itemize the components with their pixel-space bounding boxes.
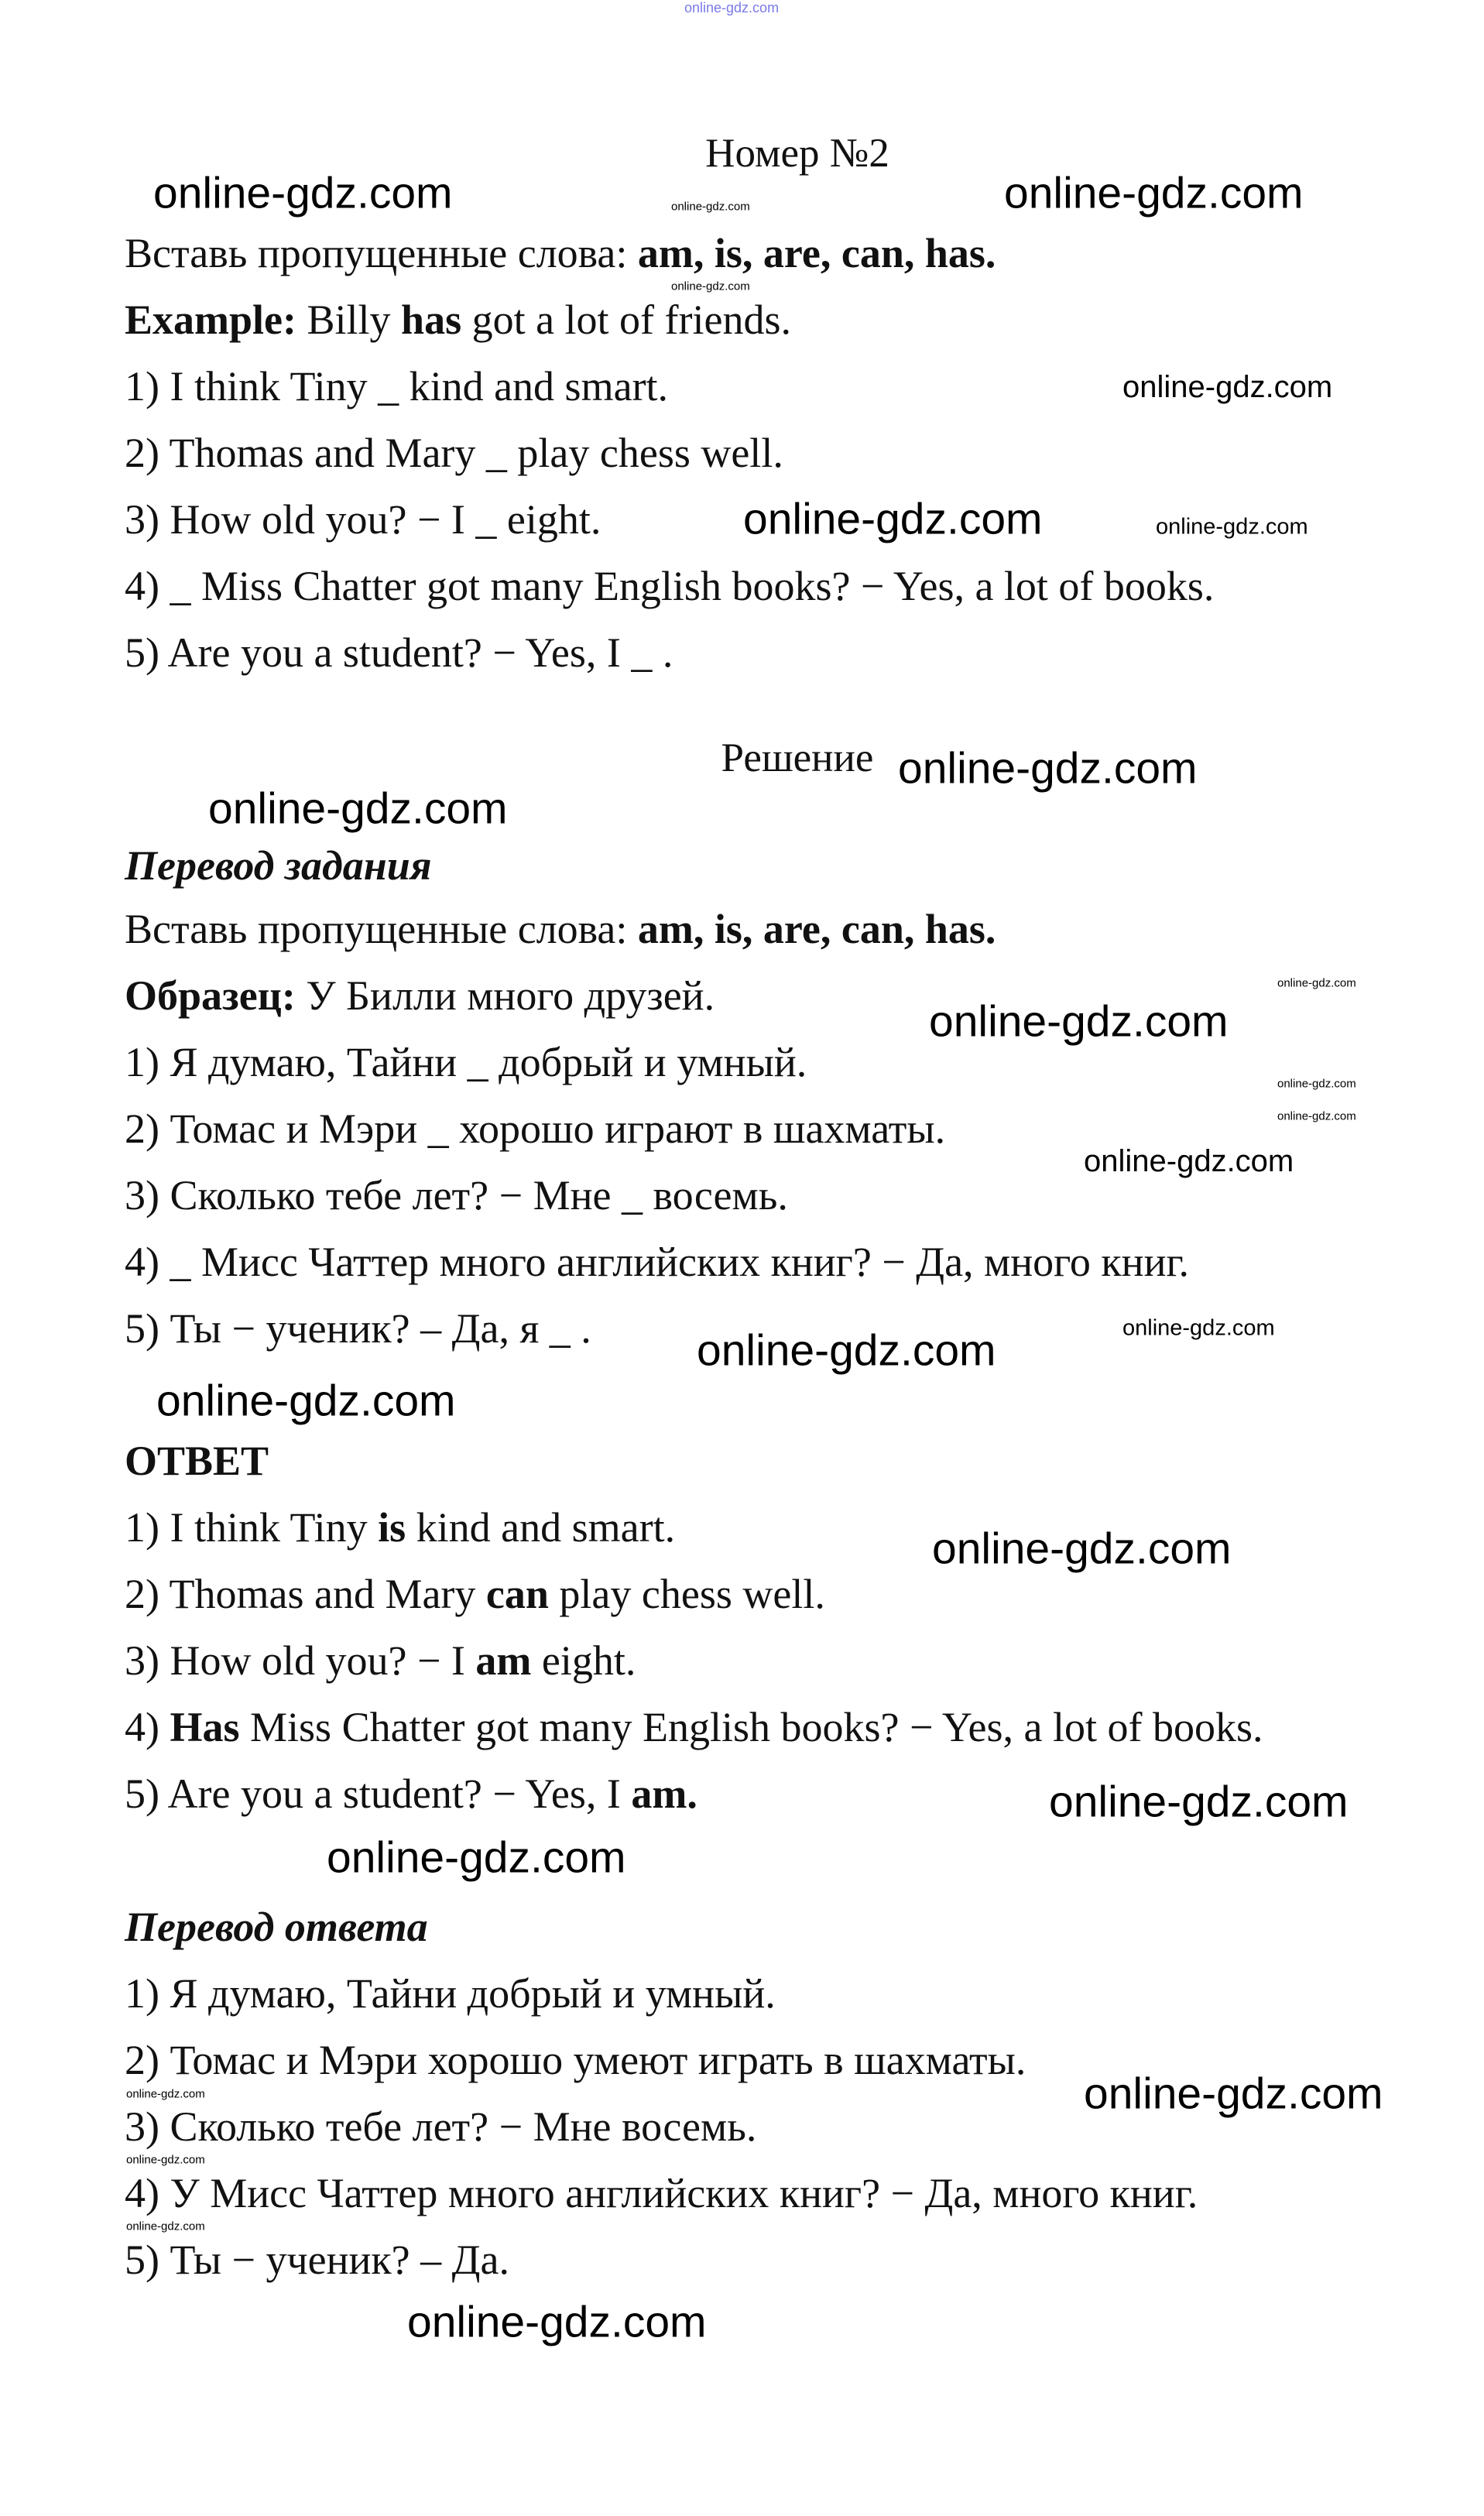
watermark: online-gdz.com: [126, 2087, 205, 2101]
text: 3) Сколько тебе лет? − Мне _ восемь.: [125, 1172, 788, 1219]
text-line: [125, 230, 996, 276]
watermark: online-gdz.com: [407, 2297, 707, 2347]
text: 2) Томас и Мэри _ хорошо играют в шахматы.: [125, 1105, 946, 1152]
watermark: online-gdz.com: [1156, 514, 1308, 540]
text: 2) Томас и Мэри хорошо умеют играть в шахматы.: [125, 2037, 1026, 2083]
text: eight.: [531, 1637, 636, 1684]
text: 1) Я думаю, Тайни добрый и умный.: [125, 1970, 776, 2017]
text: Вставь пропущенные слова:: [125, 230, 638, 276]
watermark: online-gdz.com: [1122, 1315, 1275, 1341]
watermark: online-gdz.com: [126, 2153, 205, 2167]
text: 4): [125, 1704, 170, 1750]
text: 5) Ты − ученик? – Да.: [125, 2237, 509, 2283]
bold-text: Example:: [125, 297, 296, 343]
bold-text: am, is, are, can, has.: [637, 230, 996, 276]
text: 5) Are you a student? − Yes, I _ .: [125, 629, 673, 676]
watermark: online-gdz.com: [929, 996, 1229, 1047]
text: 2) Thomas and Mary: [125, 1571, 486, 1617]
watermark: online-gdz.com: [1277, 1109, 1356, 1123]
text: 3) Сколько тебе лет? − Мне восемь.: [125, 2103, 757, 2150]
text-line: [125, 2170, 1198, 2216]
watermark: online-gdz.com: [1004, 168, 1304, 218]
page-title: Номер №2: [705, 131, 889, 176]
text-line: [125, 1239, 1189, 1285]
text-line: [125, 2237, 509, 2283]
text-line: [125, 1637, 636, 1684]
bold-text: am, is, are, can, has.: [637, 906, 996, 952]
watermark: online-gdz.com: [671, 279, 750, 293]
watermark: online-gdz.com: [743, 494, 1043, 544]
text-line: [125, 972, 715, 1019]
text: Billy: [296, 297, 402, 343]
watermark: online-gdz.com: [1084, 1144, 1294, 1178]
bold-text: am: [475, 1637, 532, 1684]
text-line: [125, 363, 668, 410]
text-line: [125, 2103, 756, 2150]
text: play chess well.: [548, 1571, 825, 1617]
text-line: [125, 629, 673, 676]
text: 4) _ Miss Chatter got many English books? − Yes, a lot of books.: [125, 563, 1215, 609]
text: 4) У Мисс Чаттер много английских книг? − Да, много книг.: [125, 2170, 1198, 2216]
bold-text: Has: [170, 1704, 240, 1750]
watermark: online-gdz.com: [208, 783, 508, 834]
text: 1) I think Tiny: [125, 1504, 379, 1551]
text-line: [125, 297, 791, 343]
watermark: online-gdz.com: [898, 743, 1198, 794]
watermark: online-gdz.com: [697, 1325, 996, 1376]
text-line: [125, 430, 783, 476]
watermark: online-gdz.com: [156, 1376, 456, 1426]
translation-answer-heading: Перевод ответа: [125, 1904, 428, 1950]
text: 1) I think Tiny _ kind and smart.: [125, 363, 669, 410]
bold-text: is: [378, 1504, 406, 1551]
text: got a lot of friends.: [461, 297, 791, 343]
solution-title: Решение: [721, 735, 874, 780]
text-line: [125, 1105, 945, 1152]
watermark: online-gdz.com: [327, 1832, 626, 1883]
text: У Билли много друзей.: [295, 972, 715, 1019]
text: 1) Я думаю, Тайни _ добрый и умный.: [125, 1039, 807, 1085]
bold-text: has: [401, 297, 462, 343]
text: 5) Ты − ученик? – Да, я _ .: [125, 1305, 591, 1352]
text: Вставь пропущенные слова:: [125, 906, 638, 952]
bold-text: can: [485, 1571, 549, 1617]
translation-task-heading: Перевод задания: [125, 842, 432, 889]
text-line: [125, 1571, 825, 1617]
text-line: [125, 1305, 591, 1352]
text: Miss Chatter got many English books? − Yes, a lot of books.: [239, 1704, 1263, 1750]
text-line: [125, 1504, 675, 1551]
text: 5) Are you a student? − Yes, I: [125, 1770, 632, 1817]
watermark: online-gdz.com: [126, 2219, 205, 2233]
text: kind and smart.: [406, 1504, 676, 1551]
text: 3) How old you? − I _ eight.: [125, 496, 601, 543]
bold-text: am.: [631, 1770, 697, 1817]
watermark: online-gdz.com: [684, 0, 780, 15]
text-line: [125, 1704, 1263, 1750]
watermark: online-gdz.com: [1049, 1777, 1349, 1827]
watermark: online-gdz.com: [1277, 976, 1356, 990]
text-line: [125, 2037, 1026, 2083]
text-line: [125, 1970, 776, 2017]
answer-heading: ОТВЕТ: [125, 1438, 269, 1484]
text-line: [125, 1039, 807, 1085]
watermark: online-gdz.com: [932, 1524, 1232, 1574]
text-line: [125, 563, 1214, 609]
watermark: online-gdz.com: [1277, 1077, 1356, 1091]
text: 2) Thomas and Mary _ play chess well.: [125, 430, 783, 476]
text-line: [125, 1172, 788, 1219]
watermark: online-gdz.com: [671, 200, 750, 214]
watermark: online-gdz.com: [153, 168, 453, 218]
text: 3) How old you? − I: [125, 1637, 476, 1684]
bold-text: Образец:: [125, 972, 296, 1019]
text: 4) _ Мисс Чаттер много английских книг? − Да, много книг.: [125, 1239, 1190, 1285]
text-line: [125, 1770, 697, 1817]
watermark: online-gdz.com: [1084, 2069, 1383, 2119]
text-line: [125, 906, 996, 952]
watermark: online-gdz.com: [1122, 370, 1333, 404]
text-line: [125, 496, 601, 543]
